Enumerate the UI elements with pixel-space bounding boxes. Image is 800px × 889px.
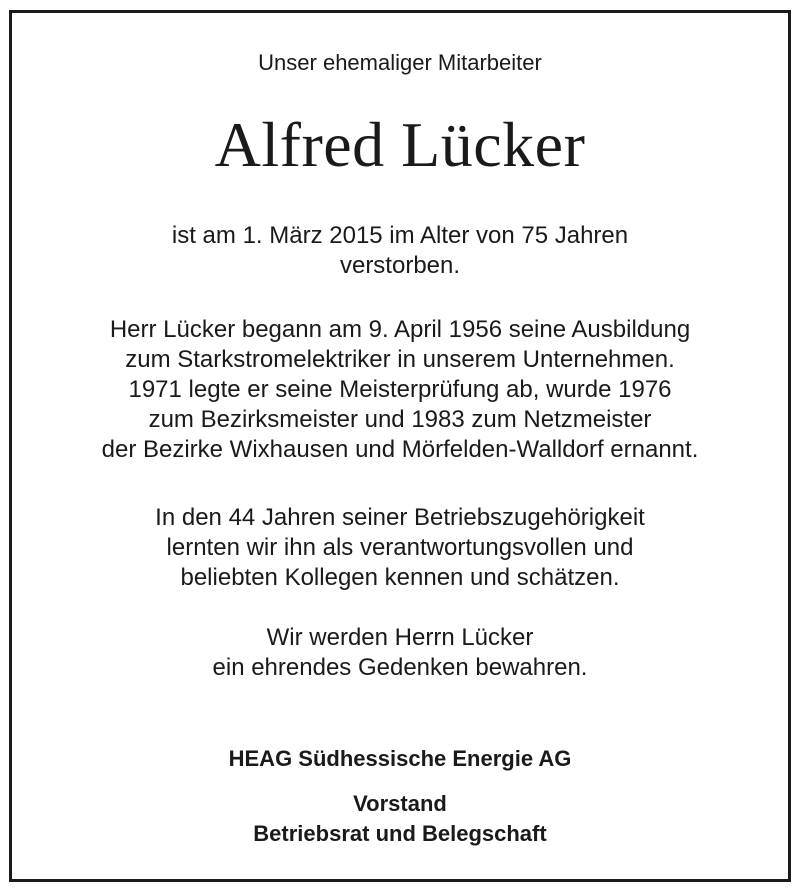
text-line: zum Starkstromelektriker in unserem Unternehmen. [125, 346, 675, 373]
text-line: In den 44 Jahren seiner Betriebszugehörigkeit [155, 504, 645, 531]
signature-line: Vorstand [353, 791, 447, 816]
signature-block [12, 789, 788, 849]
paragraph-tribute [12, 503, 788, 593]
signature-company: HEAG Südhessische Energie AG [228, 746, 572, 771]
paragraph-remembrance [12, 623, 788, 683]
text-line: verstorben. [339, 252, 461, 279]
text-line: ist am 1. März 2015 im Alter von 75 Jahren [171, 222, 629, 249]
text-line: lernten wir ihn als verantwortungsvollen und [166, 534, 634, 561]
obituary-notice [9, 10, 791, 882]
intro-line: Unser ehemaliger Mitarbeiter [258, 50, 542, 75]
text-line: 1971 legte er seine Meisterprüfung ab, wurde 1976 [128, 376, 672, 403]
text-line: Wir werden Herrn Lücker [266, 624, 534, 651]
paragraph-death-date [12, 221, 788, 281]
text-line: der Bezirke Wixhausen und Mörfelden-Walldorf ernannt. [101, 436, 699, 463]
text-line: beliebten Kollegen kennen und schätzen. [180, 564, 620, 591]
paragraph-career [12, 315, 788, 465]
text-line: ein ehrendes Gedenken bewahren. [212, 654, 588, 681]
text-line: Herr Lücker begann am 9. April 1956 seine Ausbildung [109, 316, 691, 343]
text-line: zum Bezirksmeister und 1983 zum Netzmeister [148, 406, 652, 433]
signature-line: Betriebsrat und Belegschaft [253, 821, 547, 846]
deceased-name: Alfred Lücker [214, 109, 586, 180]
